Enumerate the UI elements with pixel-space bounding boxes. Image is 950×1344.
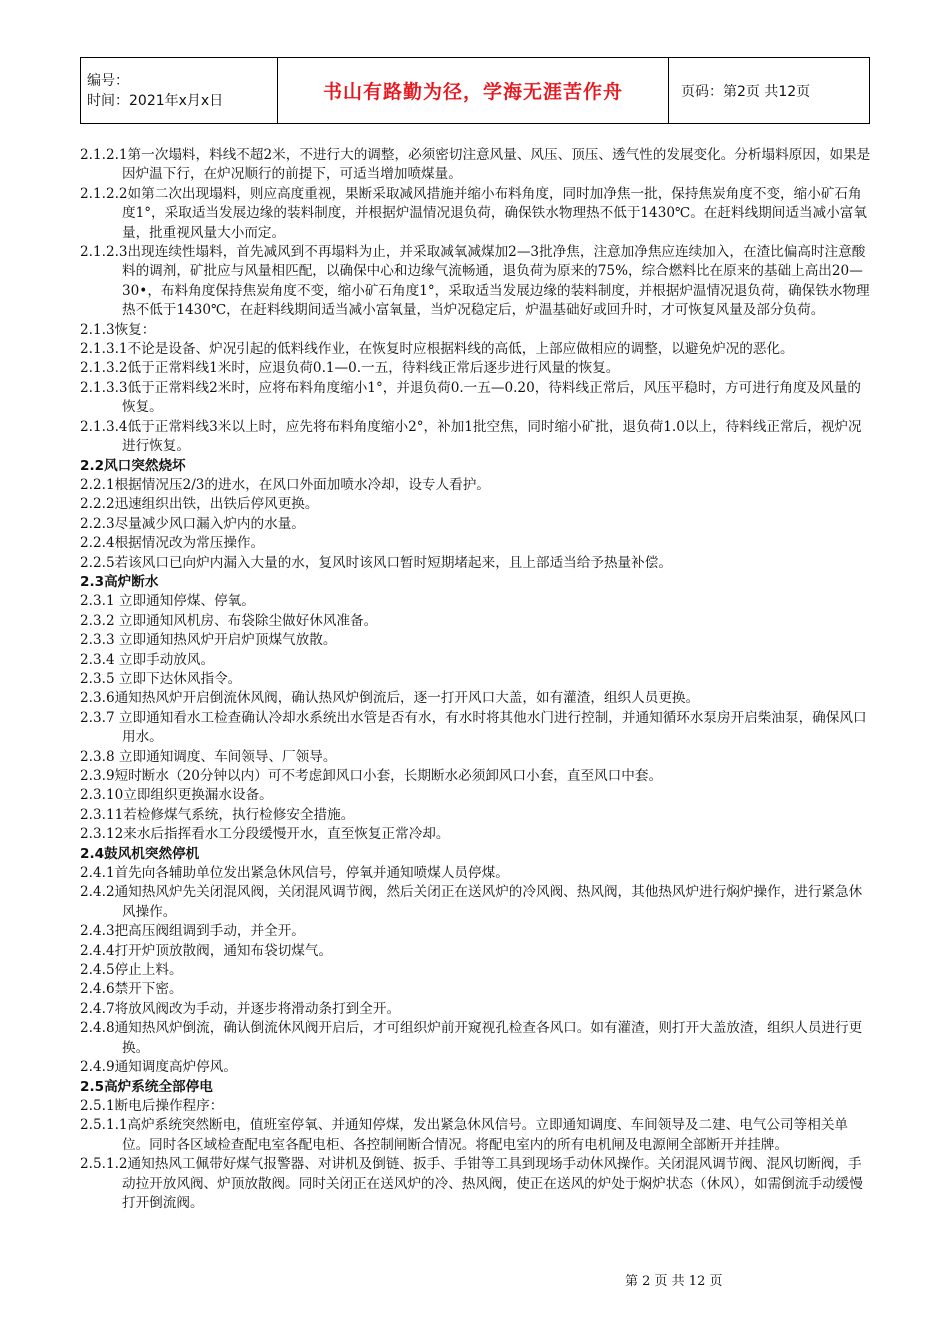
header-page-info: 页码：第2页 共12页 (669, 58, 870, 124)
body-paragraph: 2.3.4 立即手动放风。 (80, 651, 215, 668)
body-paragraph: 2.5.1断电后操作程序： (80, 1097, 224, 1114)
body-paragraph: 2.4.3把高压阀组调到手动，并全开。 (80, 923, 305, 940)
body-paragraph: 2.3.5 立即下达休风指令。 (80, 670, 242, 687)
body-paragraph: 2.4.4打开炉顶放散阀，通知布袋切煤气。 (80, 942, 333, 959)
body-paragraph: 2.2.5若该风口已向炉内漏入大量的水，复风时该风口暂时短期堵起来，且上部适当给予热量补偿。 (80, 554, 672, 571)
body-paragraph: 2.4.8通知热风炉倒流，确认倒流休风阀开启后，才可组织炉前开窥视孔检查各风口。如有灌渣，则打开大盖放渣，组织人员进行更换。 (80, 1020, 863, 1056)
body-paragraph: 2.3.11若检修煤气系统，执行检修安全措施。 (80, 806, 355, 823)
section-heading: 2.2风口突然烧坏 (80, 457, 186, 474)
body-paragraph: 2.3.12来水后指挥看水工分段缓慢开水，直至恢复正常冷却。 (80, 826, 450, 843)
body-paragraph: 2.5.1.2通知热风工佩带好煤气报警器、对讲机及倒链、扳手、手钳等工具到现场手动休风操作。关闭混风调节阀、混风切断阀，手动拉开放风阀、炉顶放散阀。同时关闭正在送风炉的冷、热风阀，使正在送风的炉处于焖炉状态（休风），如需倒流手动缓慢打开倒流阀。 (80, 1156, 863, 1211)
body-paragraph: 2.4.7将放风阀改为手动，并逐步将滑动条打到全开。 (80, 1000, 401, 1017)
body-paragraph: 2.1.2.3出现连续性塌料，首先减风到不再塌料为止，并采取减氧减煤加2—3批净焦，注意加净焦应连续加入，在渣比偏高时注意酸料的调剂，矿批应与风量相匹配，以确保中心和边缘气流畅通，退负荷为原来的75%，综合燃料比在原来的基础上高出20—30•，布料角度保持焦炭角度不变，缩小矿石角度1°，采取适当发展边缘的装料制度，并根据炉温情况退负荷，确保铁水物理热不低于1430℃，在赶料线期间适当减小富氧量，当炉况稳定后，炉温基础好或回升时，才可恢复风量及部分负荷。 (80, 244, 870, 319)
body-paragraph: 2.3.1 立即通知停煤、停氧。 (80, 593, 255, 610)
body-paragraph: 2.3.6通知热风炉开启倒流休风阀，确认热风炉倒流后，逐一打开风口大盖，如有灌渣，组织人员更换。 (80, 690, 700, 707)
body-paragraph: 2.3.3 立即通知热风炉开启炉顶煤气放散。 (80, 632, 337, 649)
body-paragraph: 2.3.7 立即通知看水工检查确认冷却水系统出水管是否有水，有水时将其他水门进行控制，并通知循环水泵房开启柴油泵，确保风口用水。 (80, 709, 867, 746)
body-paragraph: 2.1.3.4低于正常料线3米以上时，应先将布料角度缩小2°，补加1批空焦，同时缩小矿批，退负荷1.0以上，待料线正常后，视炉况进行恢复。 (80, 418, 862, 455)
document-body (80, 146, 872, 1213)
body-paragraph: 2.3.10立即组织更换漏水设备。 (80, 787, 273, 804)
document-number-label: 编号： (87, 72, 129, 89)
body-paragraph: 2.1.3.3低于正常料线2米时，应将布料角度缩小1°，并退负荷0.一五—0.20，待料线正常后，风压平稳时，方可进行角度及风量的恢复。 (80, 379, 861, 416)
body-paragraph: 2.1.3.1不论是设备、炉况引起的低料线作业，在恢复时应根据料线的高低，上部应做相应的调整，以避免炉况的恶化。 (80, 341, 794, 358)
body-paragraph: 2.3.8 立即通知调度、车间领导、厂领导。 (80, 748, 337, 765)
body-paragraph: 2.3.2 立即通知风机房、布袋除尘做好休风准备。 (80, 612, 378, 629)
section-heading: 2.5高炉系统全部停电 (80, 1078, 213, 1095)
body-paragraph: 2.3.9短时断水（20分钟以内）可不考虑卸风口小套，长期断水必须卸风口小套，直至风口中套。 (80, 768, 663, 784)
body-paragraph: 2.2.3尽量减少风口漏入炉内的水量。 (80, 515, 305, 532)
section-heading: 2.3高炉断水 (80, 573, 159, 590)
section-heading: 2.4鼓风机突然停机 (80, 845, 200, 862)
body-paragraph: 2.2.1根据情况压2/3的进水，在风口外面加喷水冷却，设专人看护。 (80, 476, 490, 493)
body-paragraph: 2.4.6禁开下密。 (80, 981, 183, 998)
body-paragraph: 2.5.1.1高炉系统突然断电，值班室停氧、并通知停煤，发出紧急休风信号。立即通知调度、车间领导及二建、电气公司等相关单位。同时各区域检查配电室各配电柜、各控制闸断合情况。将配电室内的所有电机闸及电源闸全部断开并挂牌。 (80, 1117, 849, 1153)
body-paragraph: 2.1.2.1第一次塌料，料线不超2米，不进行大的调整，必须密切注意风量、风压、顶压、透气性的发展变化。分析塌料原因，如果是因炉温下行，在炉况顺行的前提下，可适当增加喷煤量。 (80, 147, 871, 183)
body-paragraph: 2.4.1首先向各辅助单位发出紧急休风信号，停氧并通知喷煤人员停煤。 (80, 865, 509, 882)
body-paragraph: 2.1.3.2低于正常料线1米时，应退负荷0.1—0.一五，待料线正常后逐步进行风量的恢复。 (80, 360, 620, 377)
header-meta (81, 58, 278, 124)
body-paragraph: 2.4.2通知热风炉先关闭混风阀，关闭混风调节阀，然后关闭正在送风炉的冷风阀、热风阀，其他热风炉进行焖炉操作，进行紧急休风操作。 (80, 884, 863, 920)
body-paragraph: 2.1.2.2如第二次出现塌料，则应高度重视，果断采取减风措施并缩小布料角度，同时加净焦一批，保持焦炭角度不变，缩小矿石角度1°，采取适当发展边缘的装料制度，并根据炉温情况退负荷，确保铁水物理热不低于1430℃。在赶料线期间适当减小富氧量，批重视风量大小而定。 (80, 185, 867, 241)
document-time-label: 时间：2021年x月x日 (87, 92, 224, 109)
body-paragraph: 2.1.3恢复： (80, 321, 156, 338)
body-paragraph: 2.2.4根据情况改为常压操作。 (80, 535, 265, 552)
body-paragraph: 2.4.5停止上料。 (80, 962, 183, 979)
body-paragraph: 2.2.2迅速组织出铁，出铁后停风更换。 (80, 496, 319, 513)
document-header (80, 57, 870, 124)
page-footer: 第 2 页 共 12 页 (625, 1274, 723, 1289)
header-motto: 书山有路勤为径，学海无涯苦作舟 (278, 58, 669, 124)
body-paragraph: 2.4.9通知调度高炉停风。 (80, 1059, 237, 1076)
